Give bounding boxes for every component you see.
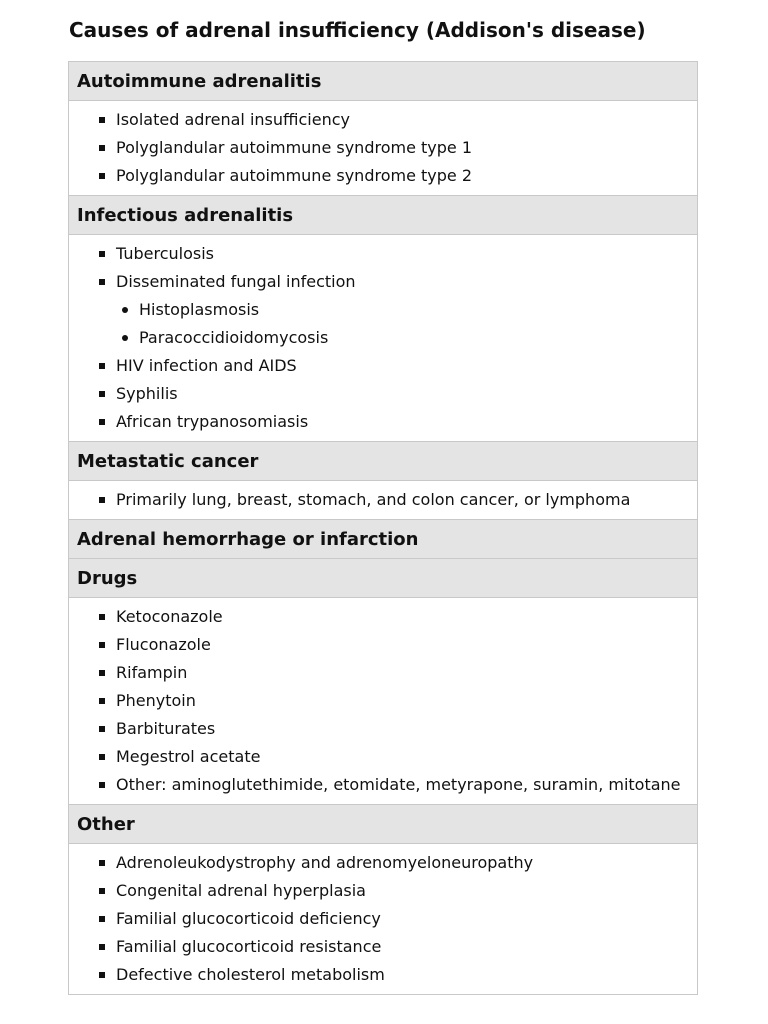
list-item-text: Syphilis xyxy=(116,384,178,403)
list-item xyxy=(77,771,689,799)
square-bullet-icon xyxy=(99,944,105,950)
list-item xyxy=(77,905,689,933)
list-item xyxy=(77,933,689,961)
item-list xyxy=(77,486,689,514)
square-bullet-icon xyxy=(99,497,105,503)
sub-list-item-text: Histoplasmosis xyxy=(139,300,260,319)
section-header: Adrenal hemorrhage or infarction xyxy=(69,520,697,559)
item-list xyxy=(77,240,689,296)
section-body xyxy=(69,844,697,994)
list-item-text: Rifampin xyxy=(116,663,188,682)
section-header: Metastatic cancer xyxy=(69,442,697,481)
list-item xyxy=(77,134,689,162)
list-item-text: Defective cholesterol metabolism xyxy=(116,965,385,984)
list-item xyxy=(77,631,689,659)
list-item-text: Barbiturates xyxy=(116,719,216,738)
list-item xyxy=(77,687,689,715)
section-header: Other xyxy=(69,805,697,844)
list-item xyxy=(77,743,689,771)
list-item xyxy=(77,106,689,134)
section-autoimmune-adrenalitis xyxy=(69,62,697,196)
sub-item-list xyxy=(77,296,689,352)
list-item-text: Polyglandular autoimmune syndrome type 1 xyxy=(116,138,473,157)
list-item-text: African trypanosomiasis xyxy=(116,412,309,431)
list-item xyxy=(77,380,689,408)
square-bullet-icon xyxy=(99,888,105,894)
page-title: Causes of adrenal insufficiency (Addison's disease) xyxy=(69,18,646,42)
list-item xyxy=(77,849,689,877)
list-item-text: Isolated adrenal insufficiency xyxy=(116,110,350,129)
section-adrenal-hemorrhage xyxy=(69,520,697,559)
list-item-text: Congenital adrenal hyperplasia xyxy=(116,881,366,900)
list-item-text: Tuberculosis xyxy=(116,244,214,263)
square-bullet-icon xyxy=(99,726,105,732)
list-item xyxy=(77,715,689,743)
list-item-text: HIV infection and AIDS xyxy=(116,356,297,375)
square-bullet-icon xyxy=(99,670,105,676)
square-bullet-icon xyxy=(99,173,105,179)
square-bullet-icon xyxy=(99,145,105,151)
disc-bullet-icon xyxy=(122,307,128,313)
square-bullet-icon xyxy=(99,251,105,257)
square-bullet-icon xyxy=(99,972,105,978)
disc-bullet-icon xyxy=(122,335,128,341)
list-item xyxy=(77,659,689,687)
list-item xyxy=(77,877,689,905)
square-bullet-icon xyxy=(99,419,105,425)
square-bullet-icon xyxy=(99,279,105,285)
list-item xyxy=(77,352,689,380)
list-item-text: Fluconazole xyxy=(116,635,211,654)
list-item-text: Disseminated fungal infection xyxy=(116,272,356,291)
list-item-text: Adrenoleukodystrophy and adrenomyeloneuropathy xyxy=(116,853,534,872)
list-item xyxy=(77,268,689,296)
section-drugs xyxy=(69,559,697,805)
square-bullet-icon xyxy=(99,782,105,788)
list-item xyxy=(77,162,689,190)
item-list xyxy=(77,106,689,190)
list-item xyxy=(77,961,689,989)
section-infectious-adrenalitis xyxy=(69,196,697,442)
section-other xyxy=(69,805,697,994)
list-item-text: Primarily lung, breast, stomach, and colon cancer, or lymphoma xyxy=(116,490,631,509)
section-header: Autoimmune adrenalitis xyxy=(69,62,697,101)
list-item-text: Familial glucocorticoid deficiency xyxy=(116,909,381,928)
list-item xyxy=(77,240,689,268)
square-bullet-icon xyxy=(99,698,105,704)
list-item-text: Megestrol acetate xyxy=(116,747,261,766)
section-body xyxy=(69,481,697,520)
sub-list-item xyxy=(77,296,689,324)
square-bullet-icon xyxy=(99,860,105,866)
section-body xyxy=(69,101,697,196)
section-body xyxy=(69,235,697,442)
section-body xyxy=(69,598,697,805)
section-header: Infectious adrenalitis xyxy=(69,196,697,235)
square-bullet-icon xyxy=(99,363,105,369)
list-item xyxy=(77,486,689,514)
item-list xyxy=(77,352,689,436)
square-bullet-icon xyxy=(99,642,105,648)
list-item-text: Familial glucocorticoid resistance xyxy=(116,937,382,956)
list-item-text: Phenytoin xyxy=(116,691,196,710)
item-list xyxy=(77,603,689,799)
list-item-text: Ketoconazole xyxy=(116,607,223,626)
list-item xyxy=(77,603,689,631)
section-metastatic-cancer xyxy=(69,442,697,520)
sub-list-item xyxy=(77,324,689,352)
list-item-text: Other: aminoglutethimide, etomidate, metyrapone, suramin, mitotane xyxy=(116,775,681,794)
section-header: Drugs xyxy=(69,559,697,598)
square-bullet-icon xyxy=(99,117,105,123)
square-bullet-icon xyxy=(99,916,105,922)
square-bullet-icon xyxy=(99,614,105,620)
square-bullet-icon xyxy=(99,391,105,397)
sub-list-item-text: Paracoccidioidomycosis xyxy=(139,328,329,347)
list-item xyxy=(77,408,689,436)
causes-table xyxy=(68,61,698,995)
list-item-text: Polyglandular autoimmune syndrome type 2 xyxy=(116,166,473,185)
square-bullet-icon xyxy=(99,754,105,760)
item-list xyxy=(77,849,689,989)
